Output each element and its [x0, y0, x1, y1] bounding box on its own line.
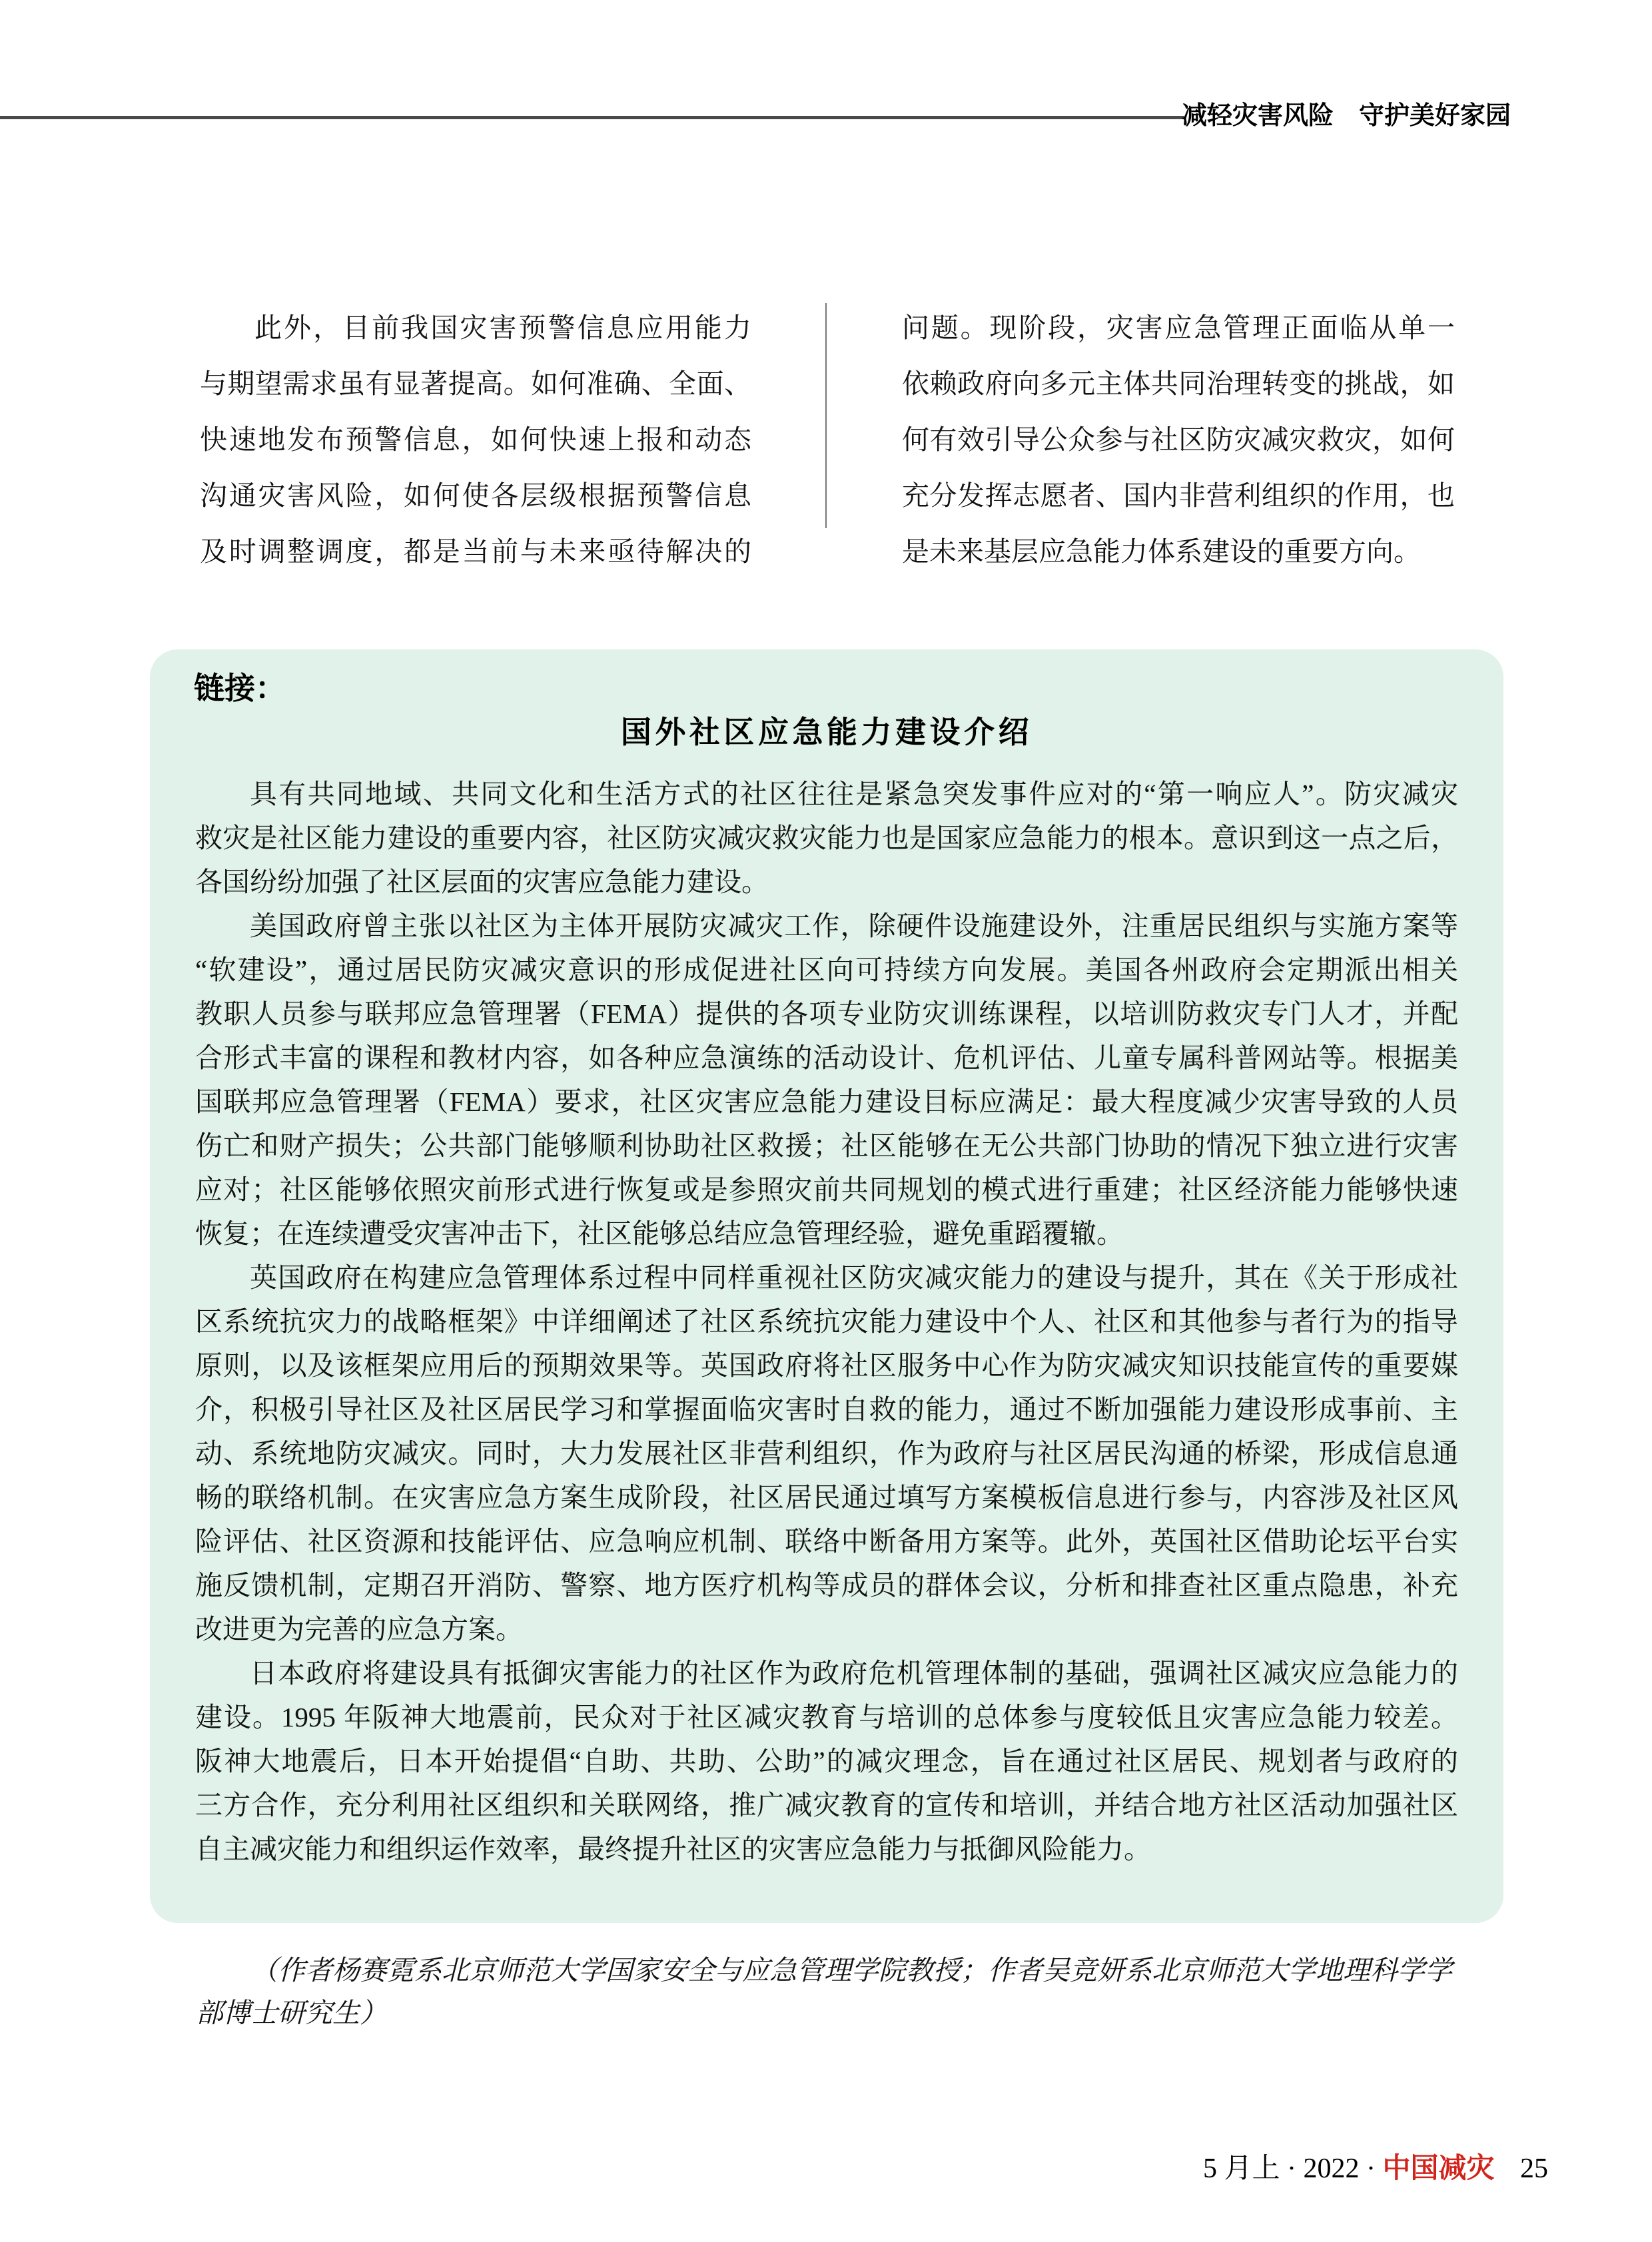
- text-line: 日本政府将建设具有抵御灾害能力的社区作为政府危机管理体制的基础，强调社区减灾应急能力的: [250, 1658, 1458, 1688]
- text-line: 介，积极引导社区及社区居民学习和掌握面临灾害时自救的能力，通过不断加强能力建设形成事前、主: [195, 1394, 1458, 1425]
- text-line: 是未来基层应急能力体系建设的重要方向。: [902, 536, 1421, 567]
- text-line: （作者杨赛霓系北京师范大学国家安全与应急管理学院教授；作者吴竞妍系北京师范大学地理科学学: [250, 1955, 1452, 1986]
- footer-page-number: 25: [1520, 2153, 1548, 2184]
- text-line: 教职人员参与联邦应急管理署（FEMA）提供的各项专业防灾训练课程，以培训防救灾专门人才，并配: [195, 998, 1458, 1029]
- text-line: 险评估、社区资源和技能评估、应急响应机制、联络中断备用方案等。此外，英国社区借助论坛平台实: [195, 1526, 1458, 1557]
- footer-magazine-name: 中国减灾: [1382, 2153, 1495, 2184]
- header-title-left: 减轻灾害风险: [1181, 102, 1334, 130]
- text-line: 原则，以及该框架应用后的预期效果等。英国政府将社区服务中心作为防灾减灾知识技能宣传的重要媒: [195, 1350, 1458, 1381]
- text-line: 畅的联络机制。在灾害应急方案生成阶段，社区居民通过填写方案模板信息进行参与，内容涉及社区风: [195, 1482, 1458, 1513]
- page-header-title: [1182, 100, 1511, 132]
- text-line: 自主减灾能力和组织运作效率，最终提升社区的灾害应急能力与抵御风险能力。: [195, 1834, 1151, 1864]
- text-line: 建设。1995 年阪神大地震前，民众对于社区减灾教育与培训的总体参与度较低且灾害应急能力较差。: [195, 1702, 1458, 1732]
- text-line: 充分发挥志愿者、国内非营利组织的作用，也: [902, 480, 1455, 511]
- text-line: 改进更为完善的应急方案。: [195, 1614, 523, 1645]
- text-line: 各国纷纷加强了社区层面的灾害应急能力建设。: [195, 867, 769, 897]
- text-line: 问题。现阶段，灾害应急管理正面临从单一: [902, 312, 1455, 343]
- text-line: 伤亡和财产损失；公共部门能够顺利协助社区救援；社区能够在无公共部门协助的情况下独立进行灾害: [195, 1130, 1458, 1161]
- text-line: 阪神大地震后，日本开始提倡“自助、共助、公助”的减灾理念，旨在通过社区居民、规划者与政府的: [195, 1746, 1458, 1776]
- intro-right-column: [902, 300, 1455, 579]
- column-divider: [825, 303, 827, 528]
- author-note: [196, 1949, 1475, 2034]
- text-line: 区系统抗灾力的战略框架》中详细阐述了社区系统抗灾能力建设中个人、社区和其他参与者行为的指导: [195, 1306, 1458, 1337]
- link-box: [150, 649, 1503, 1923]
- footer-issue: 5 月上 · 2022 ·: [1203, 2153, 1376, 2184]
- text-line: 依赖政府向多元主体共同治理转变的挑战，如: [902, 368, 1455, 399]
- text-line: 施反馈机制，定期召开消防、警察、地方医疗机构等成员的群体会议，分析和排查社区重点隐患，补充: [195, 1570, 1458, 1601]
- text-line: 三方合作，充分利用社区组织和关联网络，推广减灾教育的宣传和培训，并结合地方社区活动加强社区: [195, 1790, 1458, 1820]
- text-line: 及时调整调度，都是当前与未来亟待解决的: [200, 536, 751, 567]
- text-line: 合形式丰富的课程和教材内容，如各种应急演练的活动设计、危机评估、儿童专属科普网站等。根据美: [195, 1042, 1458, 1073]
- link-box-label: 链接：: [194, 671, 286, 705]
- text-line: 何有效引导公众参与社区防灾减灾救灾，如何: [902, 424, 1455, 455]
- text-line: 恢复；在连续遭受灾害冲击下，社区能够总结应急管理经验，避免重蹈覆辙。: [195, 1218, 1124, 1249]
- text-line: 英国政府在构建应急管理体系过程中同样重视社区防灾减灾能力的建设与提升，其在《关于形成社: [250, 1262, 1458, 1293]
- text-line: 具有共同地域、共同文化和生活方式的社区往往是紧急突发事件应对的“第一响应人”。防灾减灾: [250, 779, 1458, 809]
- text-line: 部博士研究生）: [196, 1998, 387, 2028]
- header-title-right: 守护美好家园: [1358, 102, 1511, 130]
- text-line: 快速地发布预警信息，如何快速上报和动态: [200, 424, 751, 455]
- text-line: 国联邦应急管理署（FEMA）要求，社区灾害应急能力建设目标应满足：最大程度减少灾害导致的人员: [195, 1086, 1458, 1117]
- text-line: 应对；社区能够依照灾前形式进行恢复或是参照灾前共同规划的模式进行重建；社区经济能力能够快速: [195, 1174, 1458, 1205]
- intro-left-column: [200, 300, 751, 579]
- text-line: 沟通灾害风险，如何使各层级根据预警信息: [200, 480, 751, 511]
- page-footer: [1203, 2151, 1548, 2186]
- text-line: 救灾是社区能力建设的重要内容，社区防灾减灾救灾能力也是国家应急能力的根本。意识到这一点之后，: [195, 823, 1458, 853]
- text-line: 此外，目前我国灾害预警信息应用能力: [254, 312, 751, 343]
- text-line: “软建设”，通过居民防灾减灾意识的形成促进社区向可持续方向发展。美国各州政府会定期派出相关: [195, 954, 1458, 985]
- text-line: 动、系统地防灾减灾。同时，大力发展社区非营利组织，作为政府与社区居民沟通的桥梁，形成信息通: [195, 1438, 1458, 1469]
- text-line: 与期望需求虽有显著提高。如何准确、全面、: [200, 368, 751, 399]
- link-box-body: [195, 772, 1458, 1871]
- header-rule: [0, 116, 1184, 119]
- link-box-title: 国外社区应急能力建设介绍: [620, 715, 1033, 749]
- text-line: 美国政府曾主张以社区为主体开展防灾减灾工作，除硬件设施建设外，注重居民组织与实施方案等: [250, 911, 1458, 941]
